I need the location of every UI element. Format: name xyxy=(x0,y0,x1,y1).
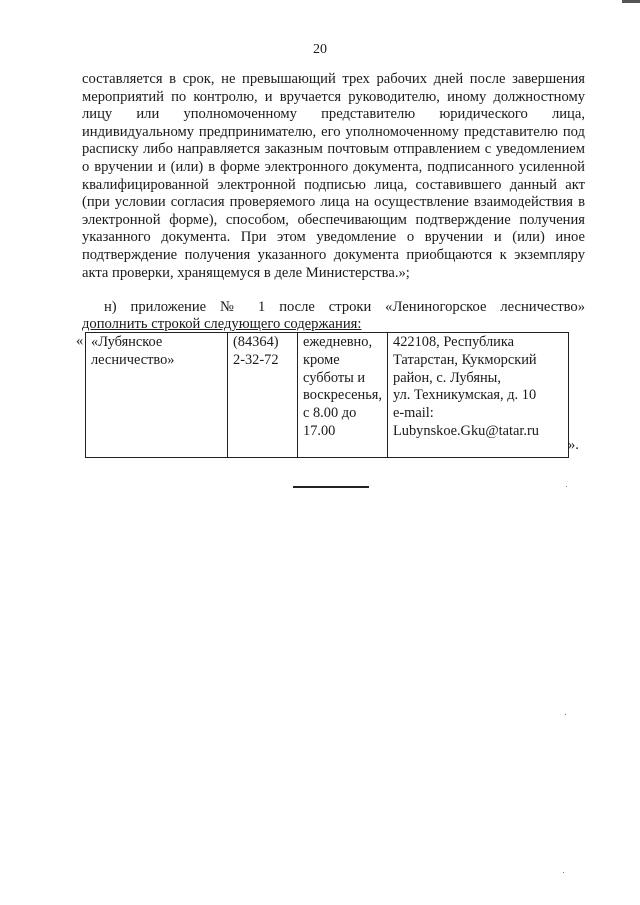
page-number: 20 xyxy=(313,42,327,57)
corner-scan-mark xyxy=(622,0,640,3)
cell-schedule: ежедневно, кроме субботы и воскресенья, с 8.00 до 17.00 xyxy=(298,333,388,458)
table-row xyxy=(86,333,569,458)
scan-speck xyxy=(563,872,564,873)
subparagraph-line-2: дополнить строкой следующего содержания: xyxy=(82,316,362,333)
cell-forestry-name: «Лубянское лесничество» xyxy=(86,333,228,458)
subparagraph xyxy=(82,299,585,334)
forestry-table xyxy=(85,332,569,458)
scan-speck xyxy=(566,486,567,487)
body-paragraph: составляется в срок, не превышающий трех рабочих дней после завершения мероприятий по контролю, и вручается руководителю, иному должностному лицу или уполномоченному представителю юридического лица, индивидуальному предпринимателю, его уполномоченному представителю под расписку либо направляется заказным почтовым отправлением с уведомлением о вручении и (или) в форме электронного документа, подписанного усиленной квалифицированной электронной подписью лица, составившего данный акт (при условии согласия проверяемого лица на осуществление взаимодействия в электронной форме), способом, обеспечивающим подтверждение получения указанного документа. При этом уведомление о вручении и (или) иное подтверждение получения указанного документа приобщаются к экземпляру акта проверки, хранящемуся в деле Министерства.»; xyxy=(82,71,585,281)
scan-speck xyxy=(565,714,566,715)
cell-phone: (84364) 2-32-72 xyxy=(228,333,298,458)
opening-quote: « xyxy=(76,333,84,349)
cell-address: 422108, Республика Татарстан, Кукморский район, с. Лубяны, ул. Техникумская, д. 10 e-mail: Lubynskoe.Gku@tatar.ru xyxy=(388,333,569,458)
end-separator-line xyxy=(293,486,369,488)
subparagraph-line-1: н) приложение № 1 после строки «Лениногорское лесничество» xyxy=(104,299,585,315)
closing-quote: ». xyxy=(568,437,579,453)
